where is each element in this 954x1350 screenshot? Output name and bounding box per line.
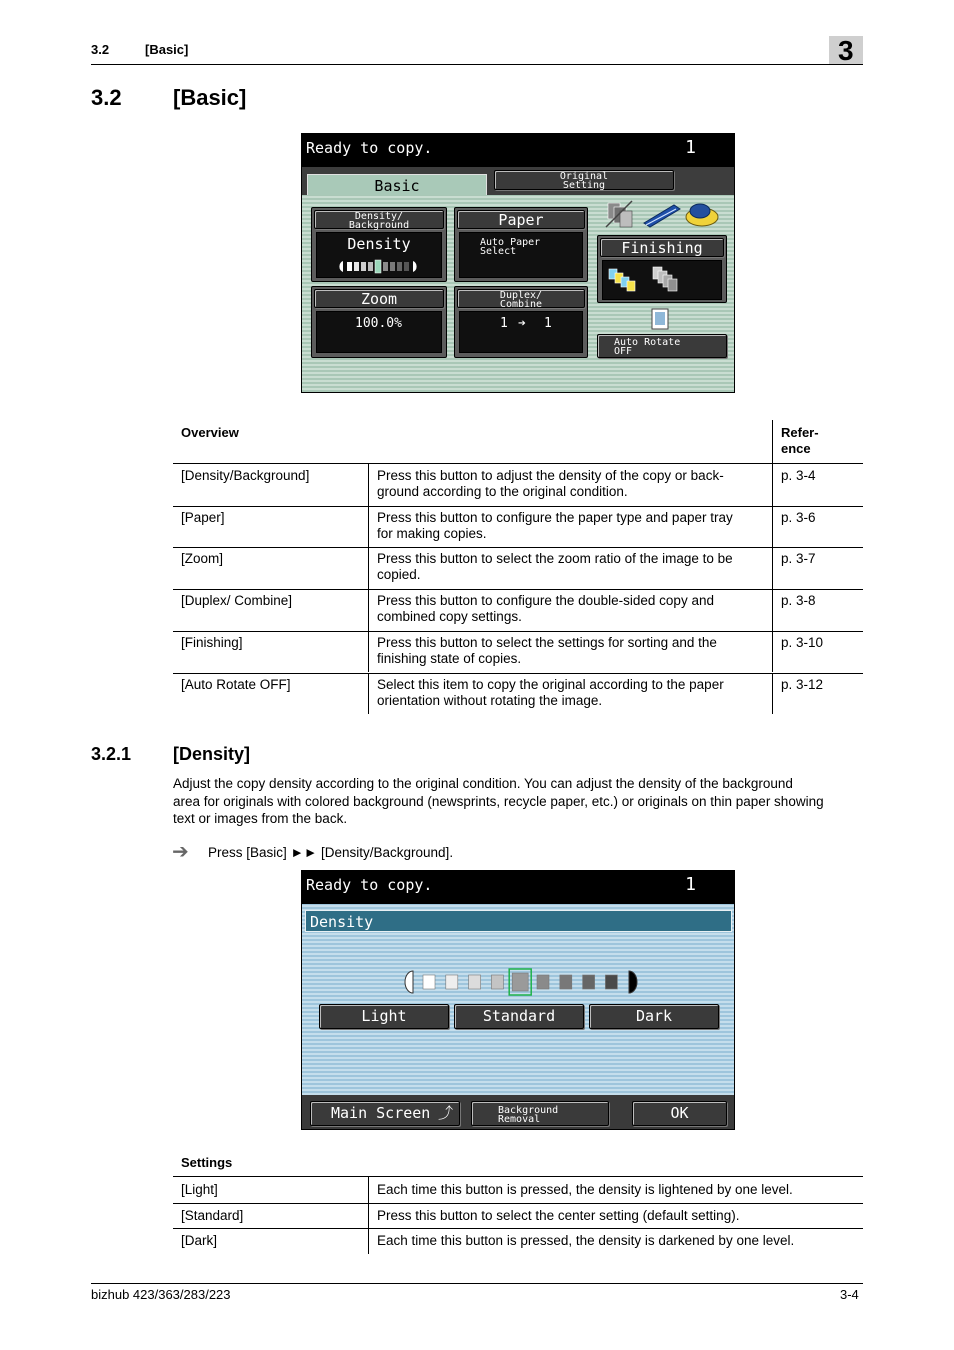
tab-original-line2: Setting	[562, 180, 606, 191]
stapler-icon	[644, 205, 680, 227]
basic-screen	[301, 133, 735, 393]
column-divider	[772, 631, 773, 673]
zoom-label: Zoom	[314, 289, 444, 308]
subsection-title: [Density]	[173, 744, 251, 764]
duplex-combine-label	[457, 289, 585, 308]
zoom-value: 100.0%	[316, 311, 442, 353]
overview-item-description	[377, 593, 714, 625]
duplex-line2: Combine	[499, 299, 543, 310]
column-divider	[368, 1203, 369, 1229]
overview-item-reference: p. 3-4	[781, 468, 816, 483]
punch-icon	[686, 204, 718, 226]
overview-item-name: [Zoom]	[181, 551, 224, 567]
overview-item-reference: p. 3-6	[781, 509, 816, 525]
setting-description: Each time this button is pressed, the density is darkened by one level.	[377, 1233, 795, 1249]
row-rule	[173, 1203, 863, 1204]
chapter-number: 3	[838, 35, 854, 66]
column-divider	[368, 589, 369, 631]
auto-rotate-line2: OFF	[614, 346, 633, 357]
overview-item-description	[377, 635, 717, 667]
paragraph-line1: Adjust the copy density according to the original condition. You can adjust the density of the background	[173, 776, 793, 791]
paragraph-line3: text or images from the back.	[173, 811, 348, 826]
column-divider	[368, 464, 369, 506]
header-section-title: [Basic]	[145, 42, 189, 57]
finishing-button[interactable]	[597, 235, 727, 303]
paper-value-line1: Auto Paper	[480, 237, 541, 248]
ok-button[interactable]: OK	[632, 1101, 727, 1126]
column-divider	[368, 631, 369, 673]
row-rule	[173, 1228, 863, 1229]
density-background-label	[314, 210, 444, 229]
description-line: Press this button to configure the double-sided copy and	[377, 593, 714, 609]
column-divider	[772, 547, 773, 589]
density-level-square	[583, 975, 595, 989]
reference-header-line1: Refer-	[781, 425, 819, 440]
overview-header: Overview	[181, 425, 239, 440]
overview-item-description	[377, 510, 733, 542]
auto-rotate-icon	[650, 307, 672, 331]
status-message: Ready to copy.	[306, 876, 433, 894]
copy-count: 1	[685, 137, 696, 158]
column-divider	[772, 506, 773, 548]
overview-item-name: [Density/Background]	[181, 468, 310, 483]
bg-removal-line1: Background	[498, 1105, 559, 1116]
subsection-number: 3.2.1	[91, 744, 132, 764]
duplex-arrow-icon: ➔	[518, 316, 526, 331]
light-end-icon	[405, 971, 413, 993]
overview-item-name: [Duplex/ Combine]	[181, 593, 293, 609]
bg-removal-line2: Removal	[498, 1114, 541, 1125]
duplex-line1: Duplex/	[499, 290, 543, 301]
dark-button[interactable]: Dark	[589, 1004, 719, 1029]
overview-item-description	[377, 677, 724, 709]
density-level-square	[560, 975, 572, 989]
reference-header-line2: ence	[781, 441, 811, 456]
description-line: copied.	[377, 567, 421, 583]
column-divider	[772, 673, 773, 715]
overview-item-description	[377, 468, 724, 500]
setting-description: Press this button to select the center setting (default setting).	[377, 1207, 740, 1223]
paper-button[interactable]	[454, 207, 588, 282]
density-background-button[interactable]	[311, 207, 447, 282]
density-level-squares	[423, 969, 617, 995]
column-divider	[368, 547, 369, 589]
density-label: Density	[347, 235, 411, 253]
row-rule	[173, 506, 863, 507]
tab-basic[interactable]: Basic	[307, 174, 487, 196]
description-line: for making copies.	[377, 525, 487, 541]
row-rule	[173, 547, 863, 548]
paper-label: Paper	[457, 210, 585, 229]
tab-original-setting[interactable]	[494, 170, 674, 190]
density-title: Density	[305, 910, 732, 932]
finishing-label: Finishing	[600, 238, 724, 257]
row-rule	[173, 631, 863, 632]
dark-end-icon	[629, 971, 637, 993]
description-line: finishing state of copies.	[377, 650, 522, 666]
column-divider	[772, 589, 773, 631]
density-level-square	[469, 975, 481, 989]
density-level-square	[537, 975, 549, 989]
overview-item-reference: p. 3-12	[781, 676, 824, 692]
column-divider	[368, 506, 369, 548]
overview-item-reference: p. 3-7	[781, 551, 816, 567]
step-instruction: Press [Basic] ►► [Density/Background].	[208, 845, 454, 860]
density-description	[173, 775, 865, 828]
density-body	[307, 933, 731, 1097]
standard-button[interactable]: Standard	[454, 1004, 584, 1029]
overview-item-description	[377, 551, 733, 583]
main-screen-button[interactable]	[310, 1101, 460, 1126]
finishing-panel	[602, 260, 722, 300]
duplex-to: 1	[544, 316, 552, 331]
density-bg-line2: Background	[348, 220, 410, 231]
footer-page-number: 3-4	[840, 1287, 859, 1302]
description-line: Press this button to select the settings for sorting and the	[377, 634, 717, 650]
status-bar	[302, 871, 734, 904]
overview-item-name: [Finishing]	[181, 634, 243, 650]
row-rule	[173, 673, 863, 674]
overview-item-reference: p. 3-10	[781, 634, 824, 650]
setting-name: [Standard]	[181, 1207, 244, 1223]
footer-model: bizhub 423/363/283/223	[91, 1287, 231, 1302]
copy-count: 1	[685, 874, 696, 895]
overview-item-reference: p. 3-8	[781, 593, 816, 609]
header-rule	[91, 64, 863, 65]
description-line: Press this button to select the zoom ratio of the image to be	[377, 551, 733, 567]
finishing-icons	[604, 199, 724, 231]
basic-body	[302, 195, 734, 392]
settings-header: Settings	[181, 1155, 233, 1170]
status-bar	[302, 134, 734, 167]
description-line: ground according to the original condition.	[377, 484, 628, 499]
setting-description: Each time this button is pressed, the density is lightened by one level.	[377, 1182, 793, 1197]
duplex-combine-button[interactable]	[454, 286, 588, 358]
density-level-square	[605, 975, 617, 989]
status-message: Ready to copy.	[306, 139, 433, 157]
reference-header	[781, 425, 819, 457]
description-line: Select this item to copy the original according to the paper	[377, 676, 724, 692]
light-button[interactable]: Light	[319, 1004, 449, 1029]
section-title: [Basic]	[173, 85, 247, 110]
column-divider	[772, 464, 773, 506]
overview-item-name: [Auto Rotate OFF]	[181, 676, 291, 692]
density-scale-icon	[317, 259, 443, 275]
header-divider	[772, 420, 773, 463]
density-level-square	[512, 973, 528, 991]
tab-original-line1: Original	[559, 171, 609, 182]
density-level-square	[491, 975, 503, 989]
duplex-from: 1	[500, 316, 508, 331]
density-level-square	[446, 975, 458, 989]
sort-icon	[606, 201, 632, 227]
overview-item-name: [Paper]	[181, 509, 225, 525]
paragraph-line2: area for originals with colored background (newsprints, recycle paper, etc.) or originals on thin paper showing	[173, 793, 824, 809]
column-divider	[368, 1228, 369, 1254]
description-line: Press this button to configure the paper type and paper tray	[377, 509, 733, 525]
description-line: Press this button to adjust the density of the copy or back-	[377, 468, 724, 483]
row-rule	[173, 589, 863, 590]
density-panel	[316, 232, 442, 278]
settings-top-rule	[173, 1176, 863, 1177]
description-line: combined copy settings.	[377, 609, 522, 625]
description-line: orientation without rotating the image.	[377, 692, 603, 708]
density-footer	[302, 1095, 734, 1130]
auto-rotate-off-button[interactable]	[597, 334, 727, 358]
column-divider	[368, 1177, 369, 1203]
header-section-number: 3.2	[91, 42, 110, 57]
density-bg-line1: Density/	[354, 211, 404, 222]
main-screen-label: Main Screen	[331, 1104, 431, 1122]
auto-rotate-line1: Auto Rotate	[614, 337, 681, 348]
finishing-sort-group-icon	[603, 261, 723, 301]
density-level-scale	[307, 967, 731, 1007]
density-screen	[301, 870, 735, 1130]
section-number: 3.2	[91, 85, 122, 110]
column-divider	[368, 673, 369, 715]
table-rule	[173, 463, 863, 464]
background-removal-button[interactable]	[471, 1101, 609, 1126]
return-icon: ⤴	[437, 1104, 453, 1122]
step-arrow-icon: ➔	[172, 841, 189, 863]
paper-value-line2: Select	[480, 246, 517, 257]
zoom-button[interactable]	[311, 286, 447, 358]
duplex-value	[459, 311, 583, 353]
setting-name: [Light]	[181, 1182, 218, 1197]
footer-rule	[91, 1283, 863, 1284]
setting-name: [Dark]	[181, 1233, 218, 1249]
density-level-square	[423, 975, 435, 989]
paper-value	[459, 232, 583, 278]
